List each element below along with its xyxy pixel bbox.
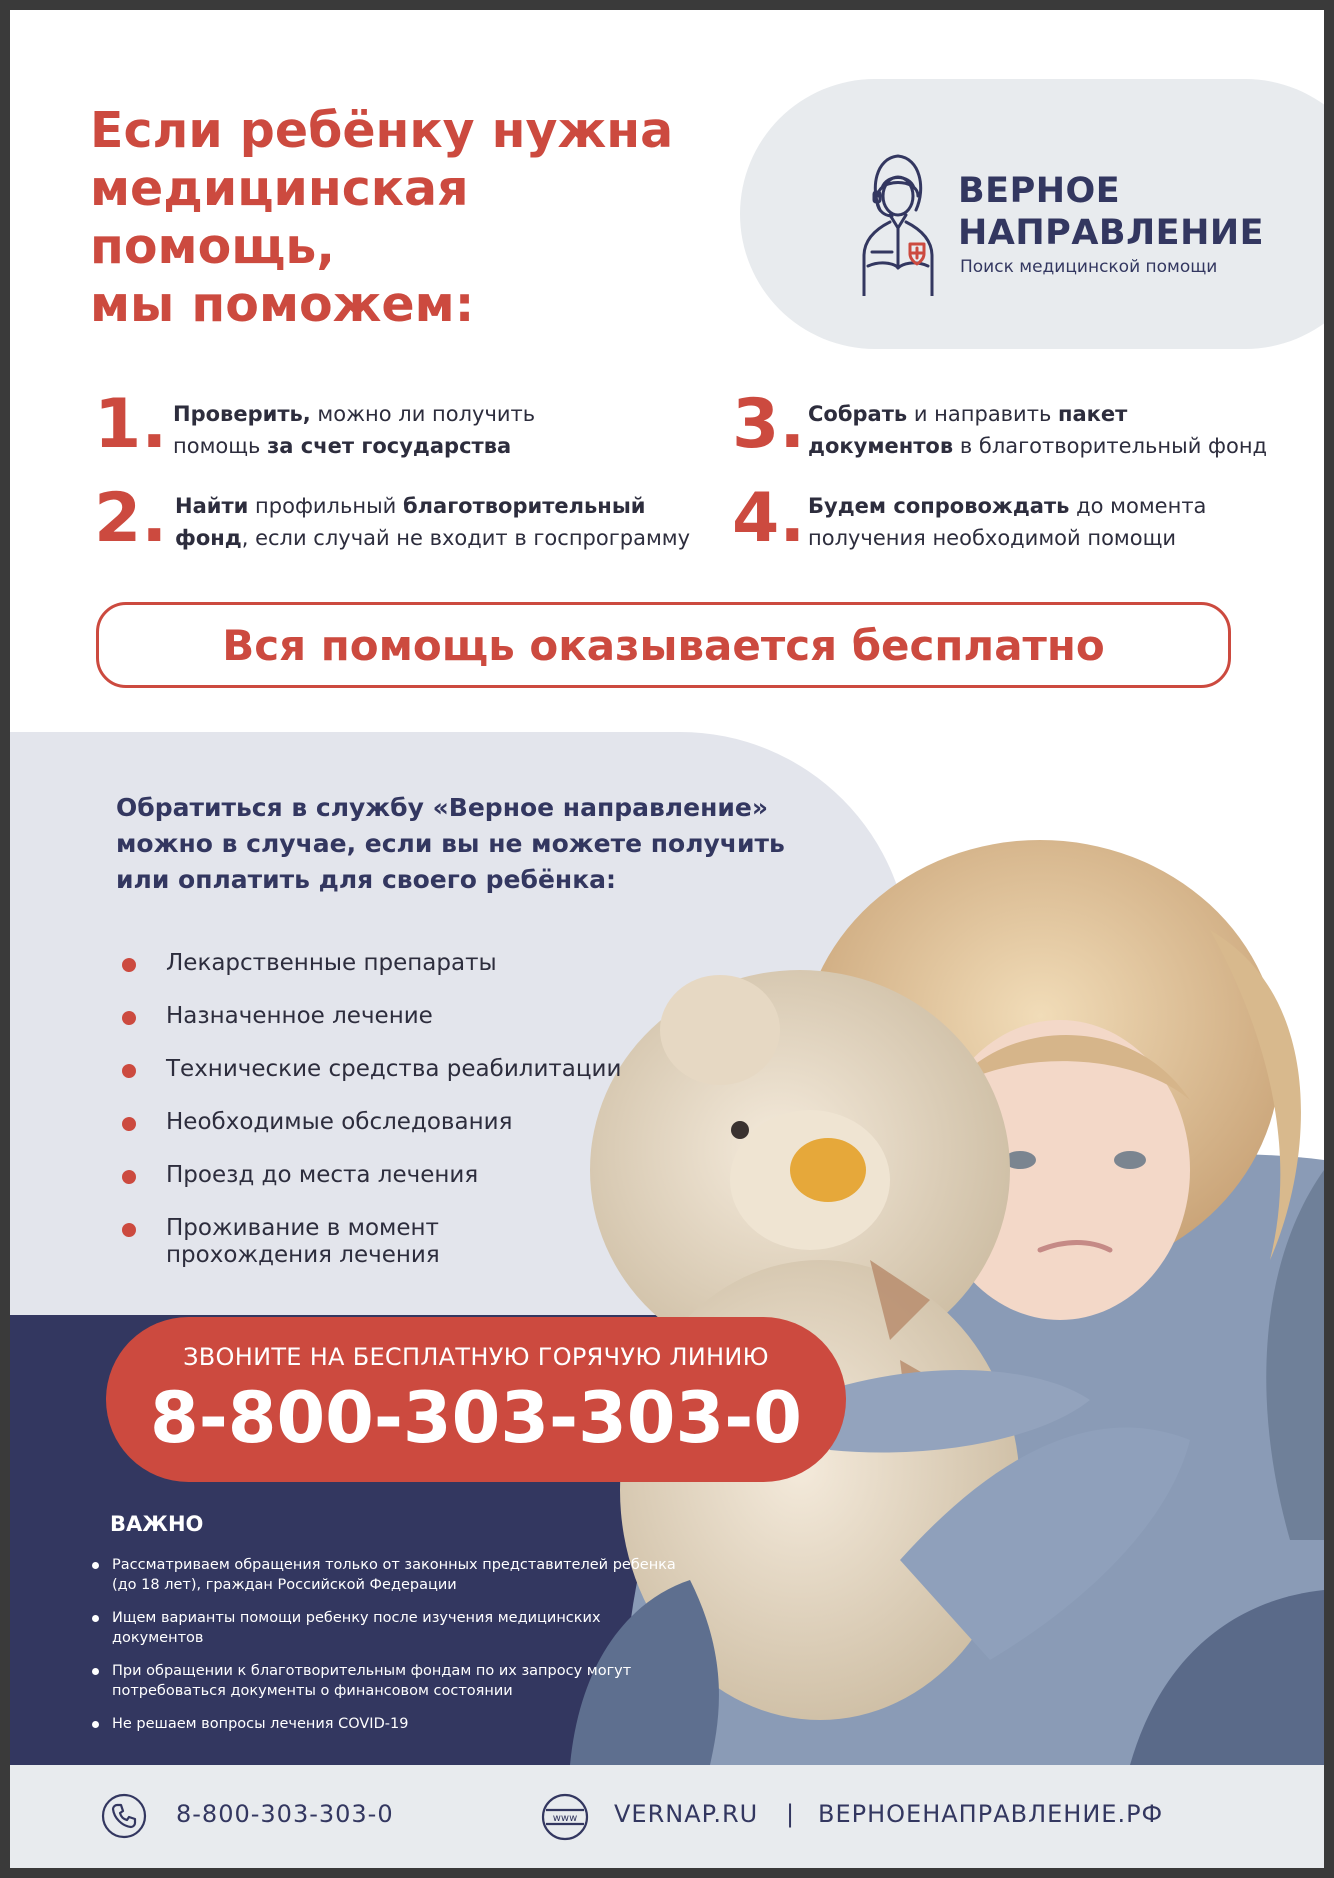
important-item [90, 1661, 690, 1701]
headline-line: медицинская [90, 160, 469, 217]
list-item [120, 1162, 680, 1189]
step-text [808, 398, 1308, 462]
step-regular: получения необходимой помощи [808, 526, 1177, 550]
lead-line: Обратиться в службу «Верное направление» [116, 793, 768, 822]
step-regular: , если случай не входит в госпрограмму [241, 526, 691, 550]
step-regular: можно ли получить [310, 402, 536, 426]
list-item-label: Проживание в момент прохождения лечения [166, 1215, 440, 1268]
bullet-dot-icon [122, 1011, 136, 1025]
step-regular: до момента [1069, 494, 1207, 518]
list-item [120, 1003, 680, 1030]
footer-site-link[interactable]: VERNAP.RU [614, 1800, 759, 1828]
step-regular: профильный [248, 494, 403, 518]
headline-line: мы поможем: [90, 276, 475, 333]
needs-list [120, 950, 680, 1269]
step-bold: благотворительный [402, 494, 646, 518]
free-help-banner: Вся помощь оказывается бесплатно [96, 602, 1231, 688]
step-number: 1. [94, 385, 168, 464]
hotline-number[interactable]: 8-800-303-303-0 [150, 1377, 802, 1459]
important-item-text: При обращении к благотворительным фондам по их запросу могут потребоваться документы о финансовом состоянии [112, 1663, 632, 1699]
step-text [173, 398, 593, 462]
hotline-caption: ЗВОНИТЕ НА БЕСПЛАТНУЮ ГОРЯЧУЮ ЛИНИЮ [183, 1343, 769, 1371]
step-regular: и направить [907, 402, 1058, 426]
list-item-label: Технические средства реабилитации [166, 1056, 622, 1082]
step-number: 4. [732, 479, 806, 558]
footer [10, 1765, 1324, 1868]
logo-subtitle: Поиск медицинской помощи [960, 257, 1218, 277]
list-item-label: Проезд до места лечения [166, 1162, 479, 1188]
step-text [808, 490, 1308, 554]
step-bold: за счет государства [267, 434, 512, 458]
step-number: 3. [732, 385, 806, 464]
nurse-with-headset-icon [852, 148, 944, 296]
step-bold: Найти [175, 494, 249, 518]
bullet-dot-icon [92, 1721, 99, 1728]
step-bold: Будем сопровождать [808, 494, 1070, 518]
www-icon [540, 1792, 590, 1842]
bullet-dot-icon [92, 1562, 99, 1569]
important-item-text: Ищем варианты помощи ребенку после изучения медицинских документов [112, 1610, 601, 1646]
step-text [175, 490, 735, 554]
bullet-dot-icon [122, 1064, 136, 1078]
list-item [120, 1109, 680, 1136]
list-item [120, 950, 680, 977]
poster [10, 10, 1324, 1868]
headline [90, 102, 730, 334]
step-bold: фонд [175, 526, 242, 550]
hotline-block [106, 1317, 846, 1482]
headline-line: Если ребёнку нужна [90, 102, 674, 159]
phone-icon [100, 1792, 148, 1840]
list-item-label: Лекарственные препараты [166, 950, 497, 976]
bullet-dot-icon [92, 1615, 99, 1622]
footer-phone[interactable]: 8-800-303-303-0 [176, 1800, 394, 1828]
list-item-label: Назначенное лечение [166, 1003, 433, 1029]
important-item-text: Не решаем вопросы лечения COVID-19 [112, 1716, 409, 1732]
step-regular: помощь [173, 434, 268, 458]
bullet-dot-icon [122, 1117, 136, 1131]
step-bold: Собрать [808, 402, 908, 426]
bullet-dot-icon [122, 958, 136, 972]
eligibility-lead [116, 790, 836, 898]
important-item [90, 1608, 690, 1648]
bullet-dot-icon [122, 1170, 136, 1184]
www-icon-label: www [552, 1813, 578, 1824]
bullet-dot-icon [122, 1223, 136, 1237]
important-heading: ВАЖНО [110, 1512, 204, 1536]
important-item-text: Рассматриваем обращения только от законных представителей ребенка (до 18 лет), граждан Российской Федерации [112, 1557, 676, 1593]
important-list [90, 1555, 690, 1747]
logo-title [958, 170, 1264, 254]
footer-site-link-rf[interactable]: ВЕРНОЕНАПРАВЛЕНИЕ.РФ [818, 1800, 1164, 1828]
logo-title-line: НАПРАВЛЕНИЕ [958, 213, 1265, 253]
footer-separator: | [786, 1800, 795, 1828]
headline-line: помощь, [90, 218, 335, 275]
logo-title-line: ВЕРНОЕ [958, 171, 1121, 211]
step-number: 2. [94, 479, 168, 558]
step-bold: пакет [1058, 402, 1128, 426]
list-item [120, 1215, 506, 1269]
bullet-dot-icon [92, 1668, 99, 1675]
important-item [90, 1555, 690, 1595]
step-bold: документов [808, 434, 954, 458]
list-item [120, 1056, 680, 1083]
lead-line: можно в случае, если вы не можете получить [116, 829, 785, 858]
step-regular: в благотворительный фонд [953, 434, 1268, 458]
list-item-label: Необходимые обследования [166, 1109, 513, 1135]
step-bold: Проверить, [173, 402, 311, 426]
lead-line: или оплатить для своего ребёнка: [116, 865, 617, 894]
important-item [90, 1714, 690, 1734]
